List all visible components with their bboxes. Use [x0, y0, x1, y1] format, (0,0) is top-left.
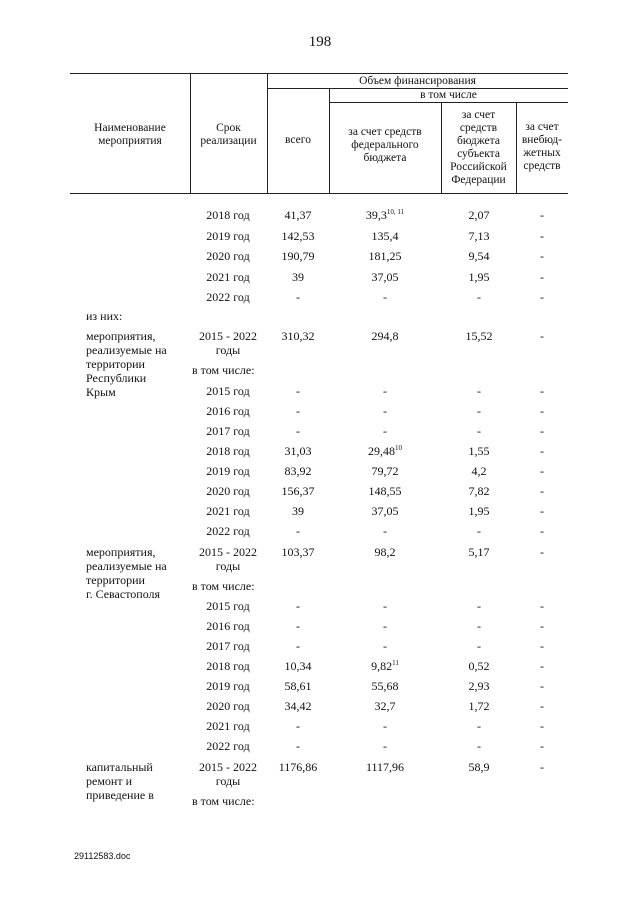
cell-total: 103,37: [281, 545, 315, 559]
cell-extrabudget: -: [540, 329, 544, 343]
cell-period: 2022 год: [206, 524, 250, 538]
cell-period: 2017 год: [206, 639, 250, 653]
cell-extrabudget: -: [540, 760, 544, 774]
cell-period: 2020 год: [206, 484, 250, 498]
cell-period: 2019 год: [206, 464, 250, 478]
cell-including-label: в том числе:: [192, 579, 255, 593]
cell-total: -: [296, 739, 300, 753]
cell-regional: -: [477, 619, 481, 633]
cell-federal: [330, 404, 440, 418]
federal-value: -: [383, 639, 387, 653]
federal-value: 1117,96: [365, 760, 405, 774]
cell-extrabudget: -: [540, 659, 544, 673]
footnote-ref: 10, 11: [386, 208, 405, 216]
header-name: Наименование мероприятия: [94, 122, 166, 147]
cell-period: 2018 год: [206, 444, 250, 458]
cell-total: 156,37: [281, 484, 315, 498]
cell-total: 1176,86: [278, 760, 318, 774]
cell-name: г. Севастополя: [86, 587, 161, 601]
cell-regional: 1,72: [468, 699, 490, 713]
cell-total: -: [296, 639, 300, 653]
cell-extrabudget: -: [540, 679, 544, 693]
cell-regional: 2,93: [468, 679, 490, 693]
cell-period: 2018 год: [206, 208, 250, 222]
cell-name: реализуемые на: [86, 559, 167, 573]
cell-period: 2018 год: [206, 659, 250, 673]
cell-extrabudget: -: [540, 639, 544, 653]
cell-regional: 2,07: [468, 208, 490, 222]
federal-value: -: [383, 290, 387, 304]
cell-total: -: [296, 384, 300, 398]
cell-period: 2015 год: [206, 384, 250, 398]
cell-regional: -: [477, 384, 481, 398]
cell-period: 2021 год: [206, 504, 250, 518]
cell-federal: [330, 384, 440, 398]
page-number: 198: [308, 34, 332, 50]
cell-total: -: [296, 619, 300, 633]
cell-regional: -: [477, 739, 481, 753]
of-them-label: из них:: [86, 309, 123, 323]
cell-total: -: [296, 524, 300, 538]
cell-federal: [330, 484, 440, 498]
cell-total: -: [296, 599, 300, 613]
cell-period: 2021 год: [206, 719, 250, 733]
cell-period: 2022 год: [206, 290, 250, 304]
footnote-ref: 10: [395, 444, 402, 452]
cell-name: приведение в: [86, 788, 154, 802]
cell-extrabudget: -: [540, 444, 544, 458]
cell-extrabudget: -: [540, 424, 544, 438]
federal-value: 181,25: [368, 249, 402, 263]
cell-period: 2015 - 2022: [199, 329, 257, 343]
cell-federal: [330, 639, 440, 653]
cell-federal: [330, 229, 440, 243]
cell-period: 2016 год: [206, 619, 250, 633]
cell-federal: [330, 719, 440, 733]
cell-name: Крым: [86, 385, 116, 399]
header-including: в том числе: [420, 89, 477, 101]
cell-period: 2017 год: [206, 424, 250, 438]
cell-regional: -: [477, 599, 481, 613]
cell-extrabudget: -: [540, 699, 544, 713]
header-funding-title: Объем финансирования: [359, 74, 476, 87]
cell-total: 142,53: [281, 228, 315, 243]
cell-extrabudget: -: [540, 524, 544, 538]
cell-extrabudget: -: [540, 208, 544, 222]
cell-extrabudget: -: [540, 619, 544, 633]
cell-period: 2019 год: [206, 228, 250, 243]
cell-federal: [330, 699, 440, 713]
header-period: Срок реализации: [200, 122, 257, 147]
cell-federal: [330, 524, 440, 538]
cell-extrabudget: -: [540, 464, 544, 478]
cell-regional: 1,95: [468, 504, 490, 518]
cell-name: ремонт и: [86, 774, 133, 788]
cell-extrabudget: -: [540, 484, 544, 498]
federal-value: 37,05: [371, 504, 399, 518]
cell-federal: [330, 208, 440, 222]
cell-extrabudget: -: [540, 228, 544, 243]
cell-total: -: [296, 404, 300, 418]
cell-regional: -: [477, 719, 481, 733]
cell-regional: -: [477, 524, 481, 538]
cell-total: 190,79: [281, 249, 315, 263]
cell-total: 83,92: [284, 464, 312, 478]
cell-total: -: [296, 290, 300, 304]
header-regional: за счет средств бюджета субъекта Российской Федерации: [450, 109, 507, 186]
cell-period: 2022 год: [206, 739, 250, 753]
cell-federal: [330, 249, 440, 263]
footnote-ref: 11: [392, 659, 399, 667]
cell-period: 2021 год: [206, 269, 250, 284]
cell-total: 31,03: [284, 444, 312, 458]
cell-period: 2016 год: [206, 404, 250, 418]
federal-value: 37,05: [371, 269, 399, 284]
cell-regional: 5,17: [468, 545, 490, 559]
cell-name: Республики: [86, 371, 147, 385]
cell-period: 2015 - 2022: [199, 760, 257, 774]
cell-regional: -: [477, 424, 481, 438]
cell-regional: 15,52: [465, 329, 493, 343]
federal-value: 98,2: [374, 545, 396, 559]
cell-total: 34,42: [284, 699, 312, 713]
federal-value: -: [383, 424, 387, 438]
cell-regional: -: [477, 290, 481, 304]
cell-federal: [330, 619, 440, 633]
cell-including-label: в том числе:: [192, 363, 255, 377]
cell-regional: 7,13: [468, 228, 490, 243]
cell-regional: 58,9: [468, 760, 490, 774]
cell-federal: [330, 504, 440, 518]
cell-federal: [330, 424, 440, 438]
cell-federal: [330, 599, 440, 613]
cell-federal: [330, 739, 440, 753]
header-extrabudget: за счет внебюд- жетных средств: [521, 121, 563, 172]
federal-value: -: [383, 619, 387, 633]
federal-value: 135,4: [371, 228, 399, 243]
header-federal: за счет средств федерального бюджета: [348, 125, 422, 164]
federal-value: 32,7: [374, 699, 396, 713]
cell-federal: [330, 444, 440, 458]
federal-value: 29,48: [368, 444, 395, 458]
cell-extrabudget: -: [540, 249, 544, 263]
cell-federal: [330, 679, 440, 693]
cell-extrabudget: -: [540, 269, 544, 284]
cell-name: территории: [86, 357, 145, 371]
cell-federal: [330, 464, 440, 478]
federal-value: 55,68: [371, 679, 399, 693]
cell-total: 39: [292, 504, 304, 518]
federal-value: 79,72: [371, 464, 399, 478]
federal-value: 148,55: [368, 484, 402, 498]
cell-name: капитальный: [86, 760, 153, 774]
cell-name: мероприятия,: [86, 329, 156, 343]
cell-federal: [330, 290, 440, 304]
header-total: всего: [285, 133, 311, 146]
federal-value: -: [383, 719, 387, 733]
cell-name: реализуемые на: [86, 343, 167, 357]
cell-federal: [330, 270, 440, 284]
cell-extrabudget: -: [540, 404, 544, 418]
cell-total: 41,37: [284, 208, 312, 222]
cell-regional: 1,95: [468, 269, 490, 284]
federal-value: -: [383, 599, 387, 613]
cell-period: 2019 год: [206, 679, 250, 693]
cell-regional: -: [477, 404, 481, 418]
cell-total: 310,32: [281, 329, 315, 343]
cell-extrabudget: -: [540, 545, 544, 559]
cell-period: годы: [215, 774, 241, 788]
cell-total: -: [296, 719, 300, 733]
cell-period: 2020 год: [206, 699, 250, 713]
federal-value: -: [383, 404, 387, 418]
cell-regional: 7,82: [468, 484, 490, 498]
cell-extrabudget: -: [540, 739, 544, 753]
footer-doc-name: 29112583.doc: [74, 851, 131, 861]
cell-regional: 1,55: [468, 444, 490, 458]
cell-period: 2015 - 2022: [199, 545, 257, 559]
federal-value: 9,82: [371, 659, 393, 673]
federal-value: 294,8: [371, 329, 399, 343]
cell-total: 39: [292, 269, 304, 284]
cell-federal: [330, 329, 440, 343]
cell-including-label: в том числе:: [192, 794, 255, 808]
cell-federal: [330, 659, 440, 673]
cell-total: 10,34: [284, 659, 312, 673]
federal-value: -: [383, 384, 387, 398]
cell-federal: [330, 545, 440, 559]
cell-regional: 4,2: [471, 464, 487, 478]
cell-regional: 9,54: [468, 249, 490, 263]
cell-total: 58,61: [284, 679, 312, 693]
cell-federal: [330, 760, 440, 774]
cell-period: 2015 год: [206, 599, 250, 613]
cell-name: территории: [86, 573, 145, 587]
cell-period: 2020 год: [206, 249, 250, 263]
cell-extrabudget: -: [540, 599, 544, 613]
cell-extrabudget: -: [540, 504, 544, 518]
federal-value: -: [383, 524, 387, 538]
cell-extrabudget: -: [540, 384, 544, 398]
cell-total: -: [296, 424, 300, 438]
cell-name: мероприятия,: [86, 545, 156, 559]
cell-extrabudget: -: [540, 719, 544, 733]
cell-regional: 0,52: [468, 659, 490, 673]
federal-value: 39,3: [365, 208, 387, 222]
cell-regional: -: [477, 639, 481, 653]
federal-value: -: [383, 739, 387, 753]
cell-extrabudget: -: [540, 290, 544, 304]
cell-period: годы: [215, 559, 241, 573]
cell-period: годы: [215, 343, 241, 357]
